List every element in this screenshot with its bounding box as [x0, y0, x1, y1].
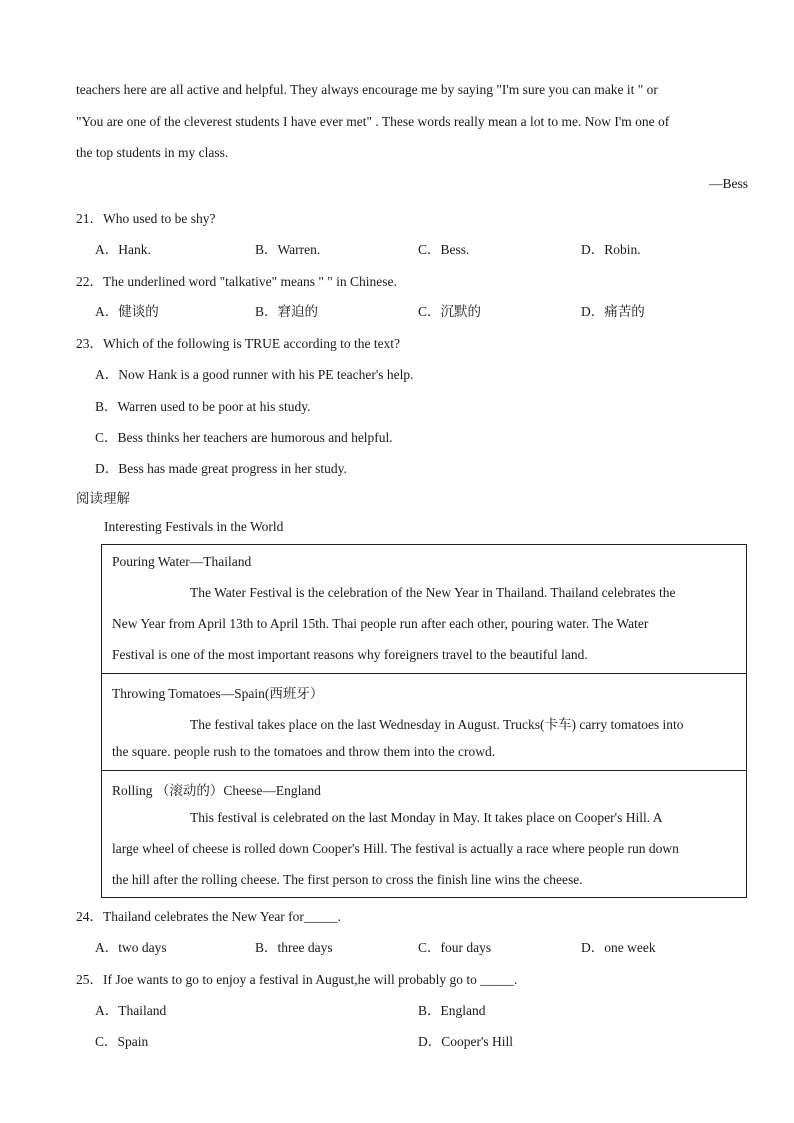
- festival-text-line: New Year from April 13th to April 15th. Thai people run after each other, pouring water. The Water: [112, 616, 649, 631]
- question-21-option-b[interactable]: B．Warren.: [255, 242, 321, 257]
- question-23-option-d[interactable]: D．Bess has made great progress in her study.: [95, 461, 347, 476]
- passage-signature: —Bess: [708, 176, 748, 191]
- question-22-option-a[interactable]: A．健谈的: [95, 304, 159, 319]
- question-24-option-a[interactable]: A．two days: [95, 940, 167, 955]
- question-21-stem: 21．Who used to be shy?: [76, 211, 216, 226]
- question-24-option-c[interactable]: C．four days: [418, 940, 492, 955]
- passage-line: teachers here are all active and helpful. They always encourage me by saying "I'm sure you can make it " or: [76, 82, 658, 97]
- question-25-stem: 25．If Joe wants to go to enjoy a festival in August,he will probably go to _____.: [76, 972, 518, 987]
- question-25-option-a[interactable]: A．Thailand: [95, 1003, 167, 1018]
- festival-heading: Rolling （滚动的）Cheese—England: [112, 783, 321, 798]
- passage-line: the top students in my class.: [76, 145, 229, 160]
- festival-table: [101, 544, 747, 898]
- festival-text-line: The festival takes place on the last Wednesday in August. Trucks(卡车) carry tomatoes into: [190, 717, 684, 732]
- festival-text-line: large wheel of cheese is rolled down Cooper's Hill. The festival is actually a race where people run down: [112, 841, 679, 856]
- question-21-option-d[interactable]: D．Robin.: [581, 242, 641, 257]
- question-21-option-a[interactable]: A．Hank.: [95, 242, 151, 257]
- question-22-option-b[interactable]: B．窘迫的: [255, 304, 319, 319]
- festival-cell-thailand: [102, 545, 746, 673]
- festival-text-line: The Water Festival is the celebration of the New Year in Thailand. Thailand celebrates the: [190, 585, 676, 600]
- festival-text-line: the hill after the rolling cheese. The first person to cross the finish line wins the cheese.: [112, 872, 583, 887]
- festival-cell-england: [102, 770, 746, 899]
- question-23-option-a[interactable]: A．Now Hank is a good runner with his PE teacher's help.: [95, 367, 414, 382]
- question-25-option-b[interactable]: B．England: [418, 1003, 486, 1018]
- question-23-option-b[interactable]: B．Warren used to be poor at his study.: [95, 399, 311, 414]
- festival-text-line: This festival is celebrated on the last Monday in May. It takes place on Cooper's Hill. A: [190, 810, 663, 825]
- question-25-option-d[interactable]: D．Cooper's Hill: [418, 1034, 514, 1049]
- question-21-option-c[interactable]: C．Bess.: [418, 242, 470, 257]
- question-24-stem: 24．Thailand celebrates the New Year for_____.: [76, 909, 342, 924]
- question-24-option-d[interactable]: D．one week: [581, 940, 656, 955]
- article-title: Interesting Festivals in the World: [104, 519, 284, 534]
- festival-cell-spain: [102, 673, 746, 771]
- section-heading: 阅读理解: [76, 491, 130, 506]
- festival-heading: Throwing Tomatoes—Spain(西班牙）: [112, 686, 324, 701]
- question-22-option-c[interactable]: C．沉默的: [418, 304, 482, 319]
- question-23-option-c[interactable]: C．Bess thinks her teachers are humorous and helpful.: [95, 430, 393, 445]
- question-24-option-b[interactable]: B．three days: [255, 940, 333, 955]
- question-22-option-d[interactable]: D．痛苦的: [581, 304, 645, 319]
- passage-line: "You are one of the cleverest students I have ever met" . These words really mean a lot to me. Now I'm one of: [76, 114, 670, 129]
- festival-heading: Pouring Water—Thailand: [112, 554, 252, 569]
- festival-text-line: Festival is one of the most important reasons why foreigners travel to the beautiful land.: [112, 647, 588, 662]
- question-22-stem: 22．The underlined word "talkative" means " " in Chinese.: [76, 274, 397, 289]
- festival-text-line: the square. people rush to the tomatoes and throw them into the crowd.: [112, 744, 496, 759]
- question-23-stem: 23．Which of the following is TRUE according to the text?: [76, 336, 401, 351]
- question-25-option-c[interactable]: C．Spain: [95, 1034, 149, 1049]
